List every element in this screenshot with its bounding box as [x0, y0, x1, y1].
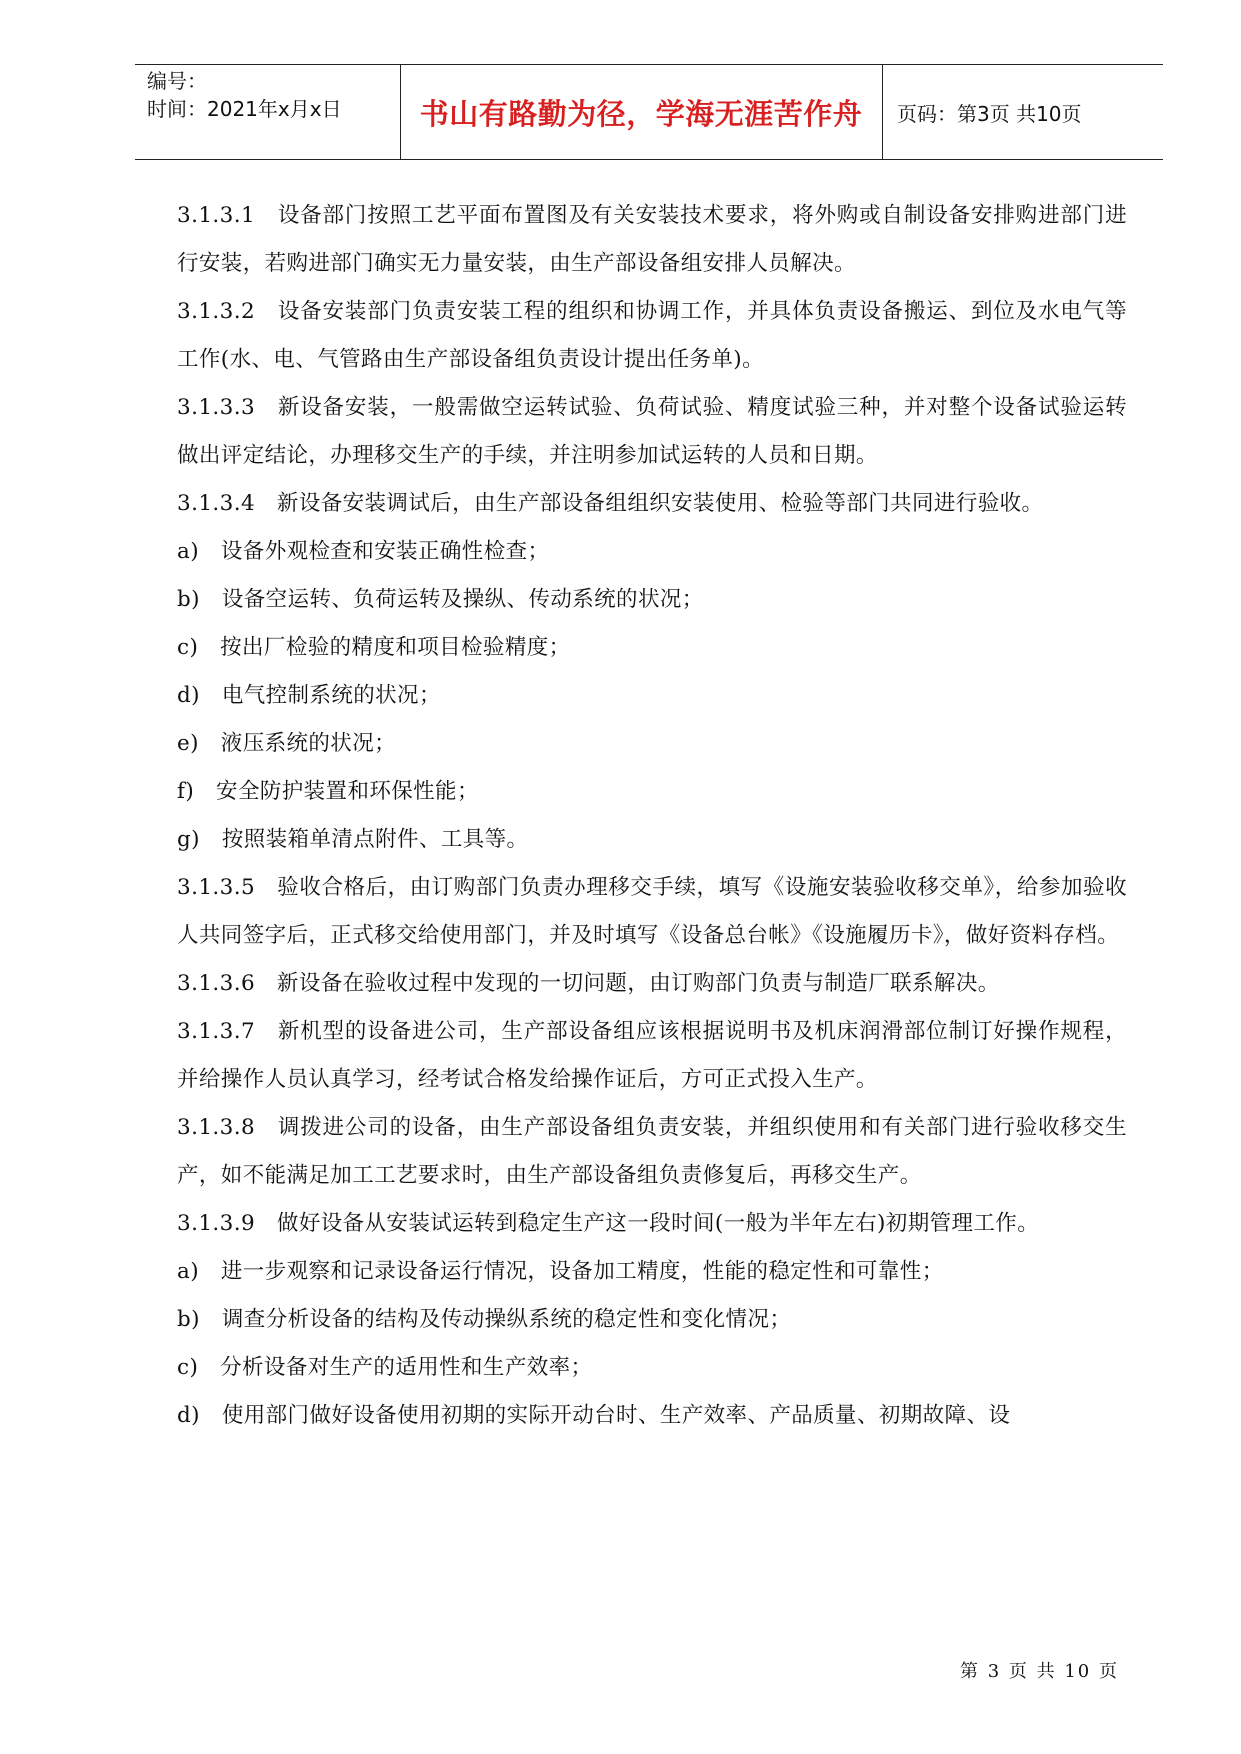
paragraph: 3.1.3.2 设备安装部门负责安装工程的组织和协调工作，并具体负责设备搬运、到位及水电气等工作(水、电、气管路由生产部设备组负责设计提出任务单)。 — [177, 299, 1127, 372]
paragraph: 3.1.3.1 设备部门按照工艺平面布置图及有关安装技术要求，将外购或自制设备安排购进部门进行安装，若购进部门确实无力量安装，由生产部设备组安排人员解决。 — [177, 203, 1127, 276]
list-item: d) 使用部门做好设备使用初期的实际开动台时、生产效率、产品质量、初期故障、设 — [177, 1403, 1011, 1428]
document-body — [177, 192, 1127, 1440]
list-item: a) 进一步观察和记录设备运行情况，设备加工精度，性能的稳定性和可靠性； — [177, 1259, 944, 1284]
header-motto: 书山有路勤为径，学海无涯苦作舟 — [419, 96, 863, 131]
paragraph: 3.1.3.9 做好设备从安装试运转到稳定生产这一段时间(一般为半年左右)初期管理工作。 — [177, 1211, 1040, 1236]
page-header — [135, 64, 1163, 160]
paragraph: 3.1.3.3 新设备安装，一般需做空运转试验、负荷试验、精度试验三种，并对整个设备试验运转做出评定结论，办理移交生产的手续，并注明参加试运转的人员和日期。 — [177, 395, 1127, 468]
page-footer: 第 3 页 共 10 页 — [960, 1661, 1119, 1682]
list-item: f) 安全防护装置和环保性能； — [177, 779, 479, 804]
header-divider — [882, 65, 883, 159]
list-item: g) 按照装箱单清点附件、工具等。 — [177, 827, 529, 852]
list-item: c) 分析设备对生产的适用性和生产效率； — [177, 1355, 593, 1380]
list-item: e) 液压系统的状况； — [177, 731, 397, 756]
paragraph: 3.1.3.8 调拨进公司的设备，由生产部设备组负责安装，并组织使用和有关部门进行验收移交生产，如不能满足加工工艺要求时，由生产部设备组负责修复后，再移交生产。 — [177, 1115, 1127, 1188]
document-time-label: 时间：2021年x月x日 — [147, 97, 342, 121]
paragraph: 3.1.3.7 新机型的设备进公司，生产部设备组应该根据说明书及机床润滑部位制订好操作规程，并给操作人员认真学习，经考试合格发给操作证后，方可正式投入生产。 — [177, 1019, 1127, 1092]
header-meta — [147, 67, 342, 123]
header-page-info: 页码：第3页 共10页 — [897, 101, 1082, 126]
list-item: c) 按出厂检验的精度和项目检验精度； — [177, 635, 571, 660]
paragraph: 3.1.3.5 验收合格后，由订购部门负责办理移交手续，填写《设施安装验收移交单》，给参加验收人共同签字后，正式移交给使用部门，并及时填写《设备总台帐》《设施履历卡》，做好资料存档。 — [177, 875, 1127, 948]
list-item: b) 设备空运转、负荷运转及操纵、传动系统的状况； — [177, 587, 704, 612]
list-item: a) 设备外观检查和安装正确性检查； — [177, 539, 550, 564]
list-item: d) 电气控制系统的状况； — [177, 683, 441, 708]
list-item: b) 调查分析设备的结构及传动操纵系统的稳定性和变化情况； — [177, 1307, 792, 1332]
paragraph: 3.1.3.6 新设备在验收过程中发现的一切问题，由订购部门负责与制造厂联系解决。 — [177, 971, 1000, 996]
document-code-label: 编号： — [147, 69, 207, 93]
paragraph: 3.1.3.4 新设备安装调试后，由生产部设备组组织安装使用、检验等部门共同进行验收。 — [177, 491, 1044, 516]
